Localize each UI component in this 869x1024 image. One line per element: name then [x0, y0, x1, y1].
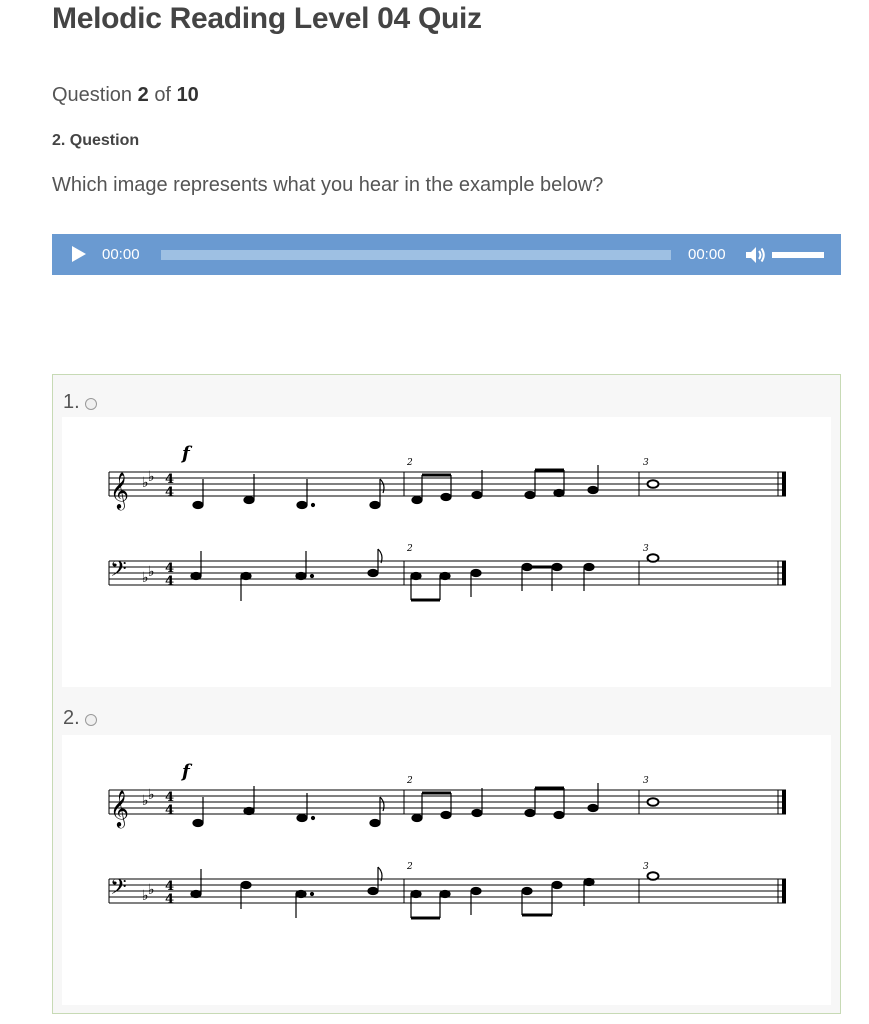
question-of: of [154, 84, 171, 106]
answer-option-1[interactable] [63, 391, 97, 414]
svg-text:4: 4 [165, 472, 175, 487]
svg-text:♭: ♭ [142, 570, 149, 586]
svg-text:♭: ♭ [148, 787, 155, 803]
volume-slider[interactable] [772, 252, 824, 258]
question-total: 10 [176, 84, 199, 106]
measure-number: 3 [643, 862, 649, 872]
svg-text:♭: ♭ [142, 475, 149, 491]
svg-text:♭: ♭ [142, 888, 149, 904]
answer-radio[interactable] [85, 398, 97, 410]
dynamic-mark: f [182, 443, 190, 464]
measure-number: 2 [407, 862, 413, 872]
play-icon[interactable] [72, 246, 86, 262]
audio-player [52, 234, 841, 275]
measure-number: 3 [643, 544, 649, 554]
svg-text:♭: ♭ [148, 469, 155, 485]
svg-text:𝄢: 𝄢 [110, 875, 127, 905]
svg-text:4: 4 [165, 803, 175, 818]
page-title: Melodic Reading Level 04 Quiz [52, 2, 482, 35]
svg-text:𝄞: 𝄞 [110, 789, 129, 827]
svg-text:4: 4 [165, 485, 175, 500]
svg-text:4: 4 [165, 561, 175, 576]
measure-number: 2 [407, 776, 413, 786]
svg-text:4: 4 [165, 879, 175, 894]
progress-rail[interactable] [161, 250, 671, 260]
current-time: 00:00 [102, 246, 140, 263]
svg-text:4: 4 [165, 574, 175, 589]
question-word: Question [52, 84, 133, 106]
question-current: 2 [137, 84, 149, 106]
answer-option-2[interactable] [63, 707, 97, 730]
answer-label: 2. [63, 707, 80, 729]
question-heading: 2. Question [52, 132, 140, 149]
measure-number: 3 [643, 458, 649, 468]
answer-list [52, 374, 841, 1014]
duration-time: 00:00 [688, 246, 726, 263]
measure-number: 3 [643, 776, 649, 786]
dynamic-mark: f [182, 761, 190, 782]
volume-icon[interactable] [745, 245, 767, 265]
svg-text:♭: ♭ [142, 793, 149, 809]
svg-text:4: 4 [165, 790, 175, 805]
answer-label: 1. [63, 391, 80, 413]
answer-image-1 [62, 417, 831, 687]
measure-number: 2 [407, 544, 413, 554]
svg-text:♭: ♭ [148, 564, 155, 580]
svg-text:4: 4 [165, 892, 175, 907]
svg-text:𝄞: 𝄞 [110, 471, 129, 509]
answer-image-2 [62, 735, 831, 1005]
svg-text:♭: ♭ [148, 882, 155, 898]
answer-radio[interactable] [85, 714, 97, 726]
measure-number: 2 [407, 458, 413, 468]
svg-text:𝄢: 𝄢 [110, 557, 127, 587]
question-text: Which image represents what you hear in the example below? [52, 174, 604, 196]
question-counter [52, 84, 199, 107]
